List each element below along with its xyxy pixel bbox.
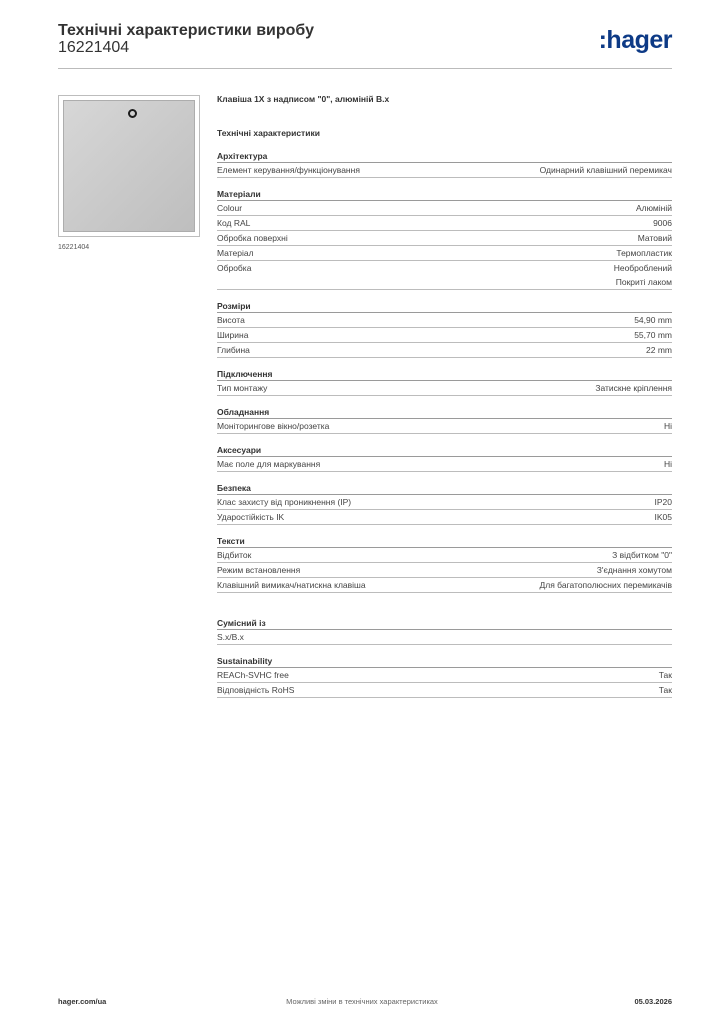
- spec-label: Ударостійкість IK: [217, 512, 285, 522]
- spec-label: Елемент керування/функціонування: [217, 165, 360, 175]
- spec-value: [597, 563, 672, 577]
- spec-label: S.x/B.x: [217, 632, 244, 642]
- spec-group-title: Аксесуари: [217, 444, 672, 457]
- spec-group: [217, 535, 672, 593]
- spec-row: [217, 419, 672, 434]
- spec-value-line: Так: [658, 685, 672, 695]
- spec-row: [217, 457, 672, 472]
- spec-value: [655, 495, 673, 509]
- spec-row: [217, 313, 672, 328]
- spec-value: [655, 510, 673, 524]
- spec-value: [540, 578, 673, 592]
- spec-value-line: Термопластик: [616, 248, 672, 258]
- page-title: Технічні характеристики виробу: [58, 22, 314, 39]
- spec-label: Моніторингове вікно/розетка: [217, 421, 330, 431]
- spec-group-title: Безпека: [217, 482, 672, 495]
- spec-label: Клавішний вимикач/натискна клавіша: [217, 580, 366, 590]
- spec-value-line: З'єднання хомутом: [596, 565, 672, 575]
- spec-row: [217, 328, 672, 343]
- spec-label: Тип монтажу: [217, 383, 268, 393]
- spec-value: [634, 313, 672, 327]
- spec-label: Відбиток: [217, 550, 252, 560]
- spec-value: [614, 261, 672, 289]
- spec-value: [612, 548, 672, 562]
- spec-value-line: Ні: [663, 421, 672, 431]
- spec-value-line: Так: [658, 670, 672, 680]
- footer-notice: Можливі зміни в технічних характеристиках: [286, 997, 438, 1006]
- spec-label: Colour: [217, 203, 243, 213]
- footer-website-link[interactable]: hager.com/ua: [58, 997, 107, 1006]
- spec-value: [540, 163, 672, 177]
- spec-content: [217, 94, 672, 708]
- product-name: Клавіша 1X з надписом "0", алюміній B.x: [217, 94, 390, 104]
- spec-value-line: З відбитком "0": [612, 550, 672, 560]
- spec-label: Код RAL: [217, 218, 251, 228]
- spec-value-line: Матовий: [637, 233, 672, 243]
- spec-value-line: 54,90 mm: [634, 315, 672, 325]
- spec-label: Глибина: [217, 345, 250, 355]
- spec-group-title: Архітектура: [217, 150, 672, 163]
- spec-row: [217, 201, 672, 216]
- spec-label: REACh-SVHC free: [217, 670, 289, 680]
- spec-row: [217, 578, 672, 593]
- spec-value: [664, 457, 672, 471]
- spec-row: [217, 510, 672, 525]
- spec-value: [638, 231, 672, 245]
- spec-row: [217, 495, 672, 510]
- spec-value-line: Для багатополюсних перемикачів: [539, 580, 672, 590]
- spec-label: Висота: [217, 315, 245, 325]
- spec-label: Клас захисту від проникнення (IP): [217, 497, 352, 507]
- footer-date: 05.03.2026: [634, 997, 672, 1006]
- spec-group-title: Матеріали: [217, 188, 672, 201]
- rocker-switch-plate: [63, 100, 195, 232]
- spec-label: Матеріал: [217, 248, 254, 258]
- spec-value-line: Одинарний клавішний перемикач: [539, 165, 672, 175]
- spec-group: [217, 300, 672, 358]
- spec-row: [217, 261, 672, 290]
- spec-group-title: Сумісний із: [217, 617, 672, 630]
- product-image: [58, 95, 200, 237]
- spec-label: Обробка поверхні: [217, 233, 288, 243]
- spec-row: [217, 548, 672, 563]
- spec-group: [217, 617, 672, 645]
- spec-row: [217, 381, 672, 396]
- spec-value: [636, 201, 672, 215]
- spec-value-line: 22 mm: [646, 345, 672, 355]
- spec-value: [664, 419, 672, 433]
- spec-heading: Технічні характеристики: [217, 128, 320, 138]
- spec-row: [217, 563, 672, 578]
- spec-value-line: Покриті лаком: [615, 277, 672, 287]
- spec-group: [217, 655, 672, 698]
- spec-row: [217, 683, 672, 698]
- spec-value-line: Затискне кріплення: [595, 383, 672, 393]
- spec-value: [634, 328, 672, 342]
- spec-group-title: Розміри: [217, 300, 672, 313]
- spec-group-title: Обладнання: [217, 406, 672, 419]
- brand-logo[interactable]: :hager: [598, 26, 672, 54]
- spec-group: [217, 406, 672, 434]
- image-caption: 16221404: [58, 244, 90, 251]
- header-divider: [58, 68, 672, 69]
- spec-value: [646, 343, 672, 357]
- spec-value-line: IP20: [654, 497, 672, 507]
- spec-group: [217, 188, 672, 290]
- spec-row: [217, 343, 672, 358]
- spec-value: [616, 246, 672, 260]
- spec-group: [217, 444, 672, 472]
- spec-group-title: Sustainability: [217, 655, 672, 668]
- spec-label: Обробка: [217, 263, 252, 273]
- spec-label: Відповідність RoHS: [217, 685, 295, 695]
- spec-value-line: Алюміній: [636, 203, 672, 213]
- spec-value-line: 55,70 mm: [634, 330, 672, 340]
- circle-imprint-icon: [128, 109, 137, 118]
- spec-group: [217, 482, 672, 525]
- spec-value-line: IK05: [654, 512, 672, 522]
- product-code: 16221404: [58, 39, 130, 56]
- spec-row: [217, 231, 672, 246]
- spec-row: [217, 630, 672, 645]
- spec-value: [659, 668, 672, 682]
- spec-label: Режим встановлення: [217, 565, 301, 575]
- spec-label: Ширина: [217, 330, 249, 340]
- spec-value-line: Необроблений: [613, 263, 672, 273]
- spec-value-line: Ні: [663, 459, 672, 469]
- spec-group: [217, 150, 672, 178]
- spec-row: [217, 246, 672, 261]
- spec-group-title: Підключення: [217, 368, 672, 381]
- spec-value-line: 9006: [653, 218, 672, 228]
- spec-groups: [217, 150, 672, 698]
- spec-label: Має поле для маркування: [217, 459, 321, 469]
- spec-value: [653, 216, 672, 230]
- spec-row: [217, 668, 672, 683]
- spec-row: [217, 216, 672, 231]
- spec-group: [217, 368, 672, 396]
- spec-row: [217, 163, 672, 178]
- spec-value: [659, 683, 672, 697]
- spec-value: [595, 381, 672, 395]
- spec-group-title: Тексти: [217, 535, 672, 548]
